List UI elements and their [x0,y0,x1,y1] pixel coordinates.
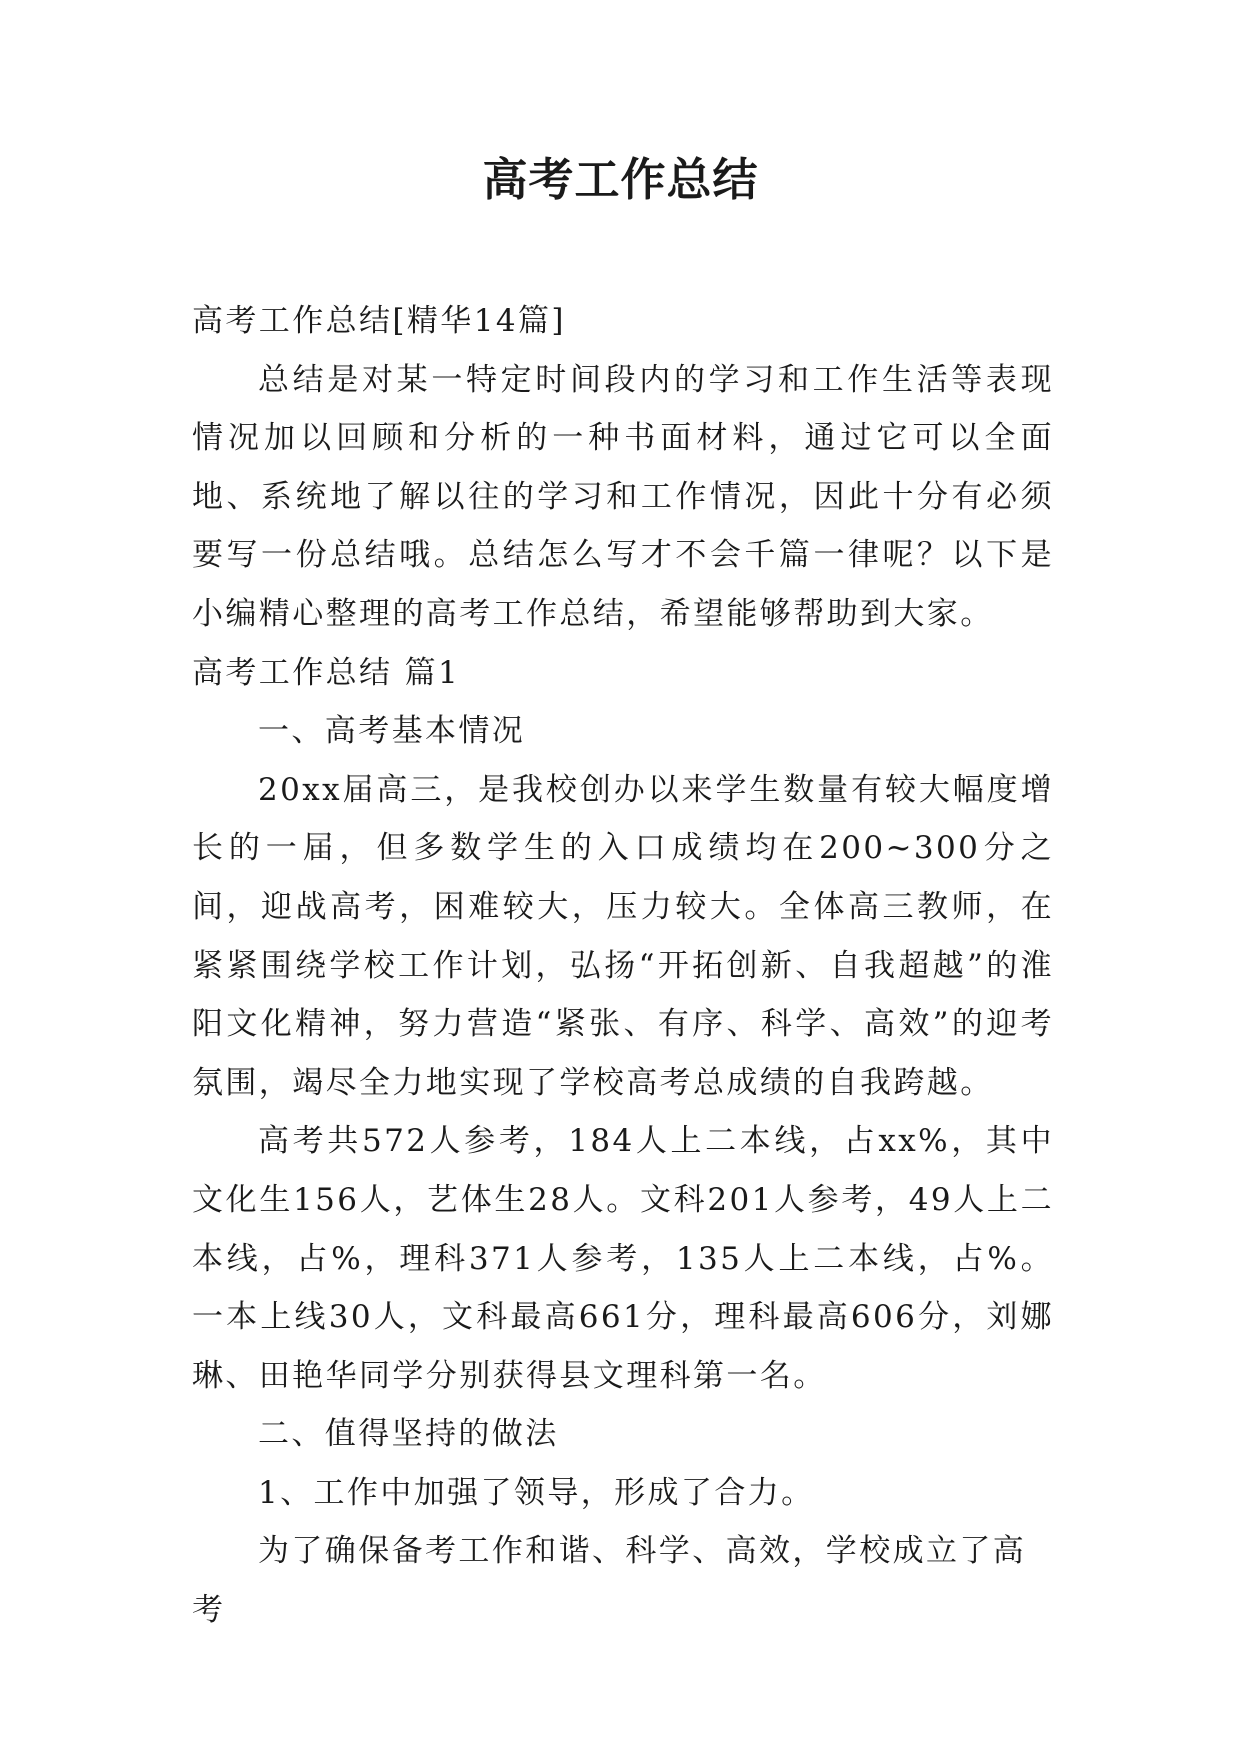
paragraph-heading-basic: 一、高考基本情况 [258,713,526,750]
paragraph-item-1-detail: 为了确保备考工作和谐、科学、高效，学校成立了高考 [192,1533,1027,1629]
paragraph-intro: 总结是对某一特定时间段内的学习和工作生活等表现情况加以回顾和分析的一种书面材料，通过它可以全面地、系统地了解以往的学习和工作情况，因此十分有必须要写一份总结哦。总结怎么写才不会千篇一律呢？以下是小编精心整理的高考工作总结，希望能够帮助到大家。 [192,361,1054,632]
document-body [192,292,1054,1640]
paragraph-heading-practices: 二、值得坚持的做法 [258,1416,559,1453]
paragraph-item-1: 1、工作中加强了领导，形成了合力。 [258,1474,815,1511]
document-title: 高考工作总结 [482,153,759,206]
paragraph-stats: 高考共572人参考，184人上二本线，占xx%，其中文化生156人，艺体生28人。文科201人参考，49人上二本线，占%，理科371人参考，135人上二本线，占%。一本上线30人，文科最高661分，理科最高606分，刘娜琳、田艳华同学分别获得县文理科第一名。 [192,1123,1054,1394]
paragraph-basic-info: 20xx届高三，是我校创办以来学生数量有较大幅度增长的一届，但多数学生的入口成绩均在200~300分之间，迎战高考，困难较大，压力较大。全体高三教师，在紧紧围绕学校工作计划，弘扬“开拓创新、自我超越”的淮阳文化精神，努力营造“紧张、有序、科学、高效”的迎考氛围，竭尽全力地实现了学校高考总成绩的自我跨越。 [192,771,1054,1101]
paragraph-subtitle: 高考工作总结[精华14篇] [192,303,566,339]
paragraph-section-heading: 高考工作总结 篇1 [192,654,461,691]
